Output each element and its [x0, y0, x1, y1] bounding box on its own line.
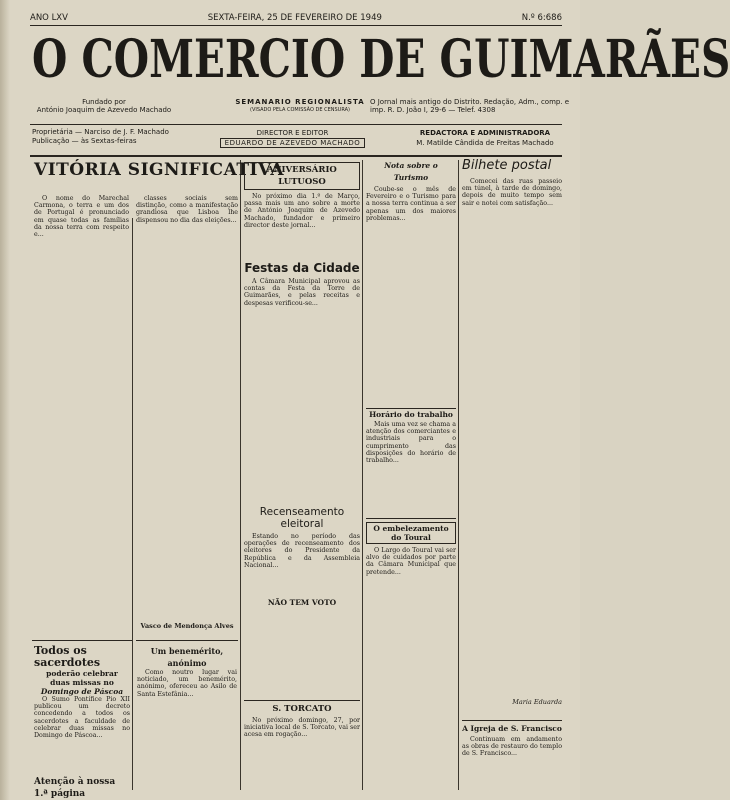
- bilhete-article: [462, 160, 562, 715]
- torcato-article: [244, 703, 360, 795]
- issue-line: [30, 13, 562, 25]
- vitoria-col-2: [136, 195, 238, 600]
- year-label: ANO LXV: [30, 13, 68, 23]
- sacerdotes-title: Todos os sacerdotes: [34, 644, 101, 669]
- masthead-subrow: [30, 96, 570, 124]
- festas-text: A Câmara Municipal aprovou as contas da Festa da Torre de Guimarães, e pelas receitas e despesas verificou-se...: [244, 278, 360, 307]
- weekly-label: SEMANARIO REGIONALISTA: [235, 98, 365, 106]
- benemerito-title: Um benemérito, anónimo: [150, 646, 224, 668]
- date-label: SEXTA-FEIRA, 25 DE FEVEREIRO DE 1949: [207, 13, 382, 23]
- recenseamento-article: [244, 506, 360, 614]
- sacerdotes-sub1: poderão celebrar: [46, 669, 118, 678]
- sacerdotes-sub3: Domingo de Páscoa: [40, 687, 124, 696]
- sacerdotes-article: [34, 644, 130, 799]
- founded-label: Fundado por: [82, 98, 126, 106]
- embelezamento-title: O embelezamento do Toural: [366, 522, 456, 544]
- director-label: DIRECTOR E EDITOR: [256, 129, 329, 137]
- censorship-note: (VISADO PELA COMISSÃO DE CENSURA): [250, 107, 350, 113]
- turismo-title: Nota sobre o Turismo: [384, 161, 438, 182]
- vitoria-title: VITÓRIA SIGNIFICATIVA: [34, 160, 285, 180]
- francisco-text: Continuam em andamento as obras de restauro do templo de S. Francisco...: [462, 736, 562, 758]
- embelezamento-article: [366, 522, 456, 792]
- admin-label: REDACTORA E ADMINISTRADORA: [419, 129, 551, 137]
- horario-article: [366, 410, 456, 515]
- vitoria-col-1: [34, 195, 129, 600]
- newspaper-address: O Jornal mais antigo do Distrito. Redação, Adm., comp. e imp. R. D. João I, 29-6 — Telef. 4308: [370, 98, 570, 114]
- recenseamento-title: Recenseamento eleitoral: [259, 506, 345, 530]
- atencao-title: Atenção à nossa 1.ª página: [34, 777, 116, 799]
- masthead-title: O COMERCIO DE GUIMARÃES: [32, 29, 730, 90]
- benemerito-article: [137, 645, 237, 795]
- page-edge-left: [0, 0, 10, 800]
- aniversario-text: No próximo dia 1.º de Março, passa mais um ano sobre a morte de António Joaquim de Azevedo Machado, fundador e primeiro director deste jornal...: [244, 193, 360, 229]
- sacerdotes-text: O Sumo Pontífice Pio XII publicou um decreto concedendo a todos os sacerdotes a faculdade de celebrar duas missas no Domingo de Páscoa...: [34, 696, 130, 740]
- publication-line: Publicação — às Sextas-feiras: [32, 137, 137, 145]
- torcato-text: No próximo domingo, 27, por iniciativa local de S. Torcato, vai ser acesa em rogação...: [244, 717, 360, 739]
- founder-name: António Joaquim de Azevedo Machado: [36, 106, 172, 114]
- vitoria-lead: O nome do Marechal Carmona, o terra e um dos de Portugal é pronunciado em quase todas as famílias da nossa terra com respeito e...: [34, 195, 129, 239]
- torcato-title: S. TORCATO: [272, 704, 332, 714]
- francisco-article: [462, 724, 562, 794]
- bilhete-signature: Maria Eduarda: [512, 698, 562, 706]
- horario-text: Mais uma vez se chama a atenção dos comerciantes e industriais para o cumprimento das disposições do horário de trabalho...: [366, 421, 456, 465]
- bilhete-title: Bilhete postal: [462, 158, 552, 173]
- owner-line: Proprietária — Narciso de J. F. Machado: [32, 128, 169, 136]
- issue-number: N.º 6:686: [521, 13, 562, 23]
- horario-title: Horário do trabalho: [369, 410, 453, 419]
- sacerdotes-sub2: duas missas no: [50, 678, 114, 687]
- francisco-title: A Igreja de S. Francisco: [462, 724, 562, 733]
- vitoria-signature: Vasco de Mendonça Alves: [140, 622, 234, 630]
- staff-box: [30, 127, 562, 153]
- benemerito-text: Como noutro lugar vai noticiado, um benemérito, anónimo, ofereceu ao Asilo de Santa Estefânia...: [137, 669, 237, 698]
- recenseamento-text: Estando no período das operações de recenseamento dos eleitores do Presidente da República e da Assembleia Nacional...: [244, 533, 360, 569]
- aniversario-title: ANIVERSÁRIO LUTUOSO: [244, 162, 360, 190]
- turismo-article: [366, 160, 456, 405]
- festas-article: [244, 262, 360, 502]
- bilhete-text: Comecei das ruas passeio em túnel, à tarde de domingo, depois de muito tempo sem sair e notei com satisfação...: [462, 178, 562, 207]
- aniversario-article: [244, 162, 360, 252]
- director-name: EDUARDO DE AZEVEDO MACHADO: [220, 138, 366, 148]
- recenseamento-sub: NÃO TEM VOTO: [267, 598, 337, 607]
- festas-title: Festas da Cidade: [244, 261, 360, 275]
- vitoria-col2-text: classes sociais sem distinção, como a manifestação grandiosa que Lisboa lhe dispensou no dia das eleições...: [136, 195, 238, 224]
- vitoria-headline-box: [34, 160, 285, 190]
- admin-name: M. Matilde Cândida de Freitas Machado: [416, 139, 554, 147]
- embelezamento-text: O Largo do Toural vai ser alvo de cuidados por parte da Câmara Municipal que pretende...: [366, 547, 456, 576]
- turismo-text: Coube-se o mês de Fevereiro e o Turismo para a nossa terra continua a ser apenas um dos maiores problemas...: [366, 186, 456, 222]
